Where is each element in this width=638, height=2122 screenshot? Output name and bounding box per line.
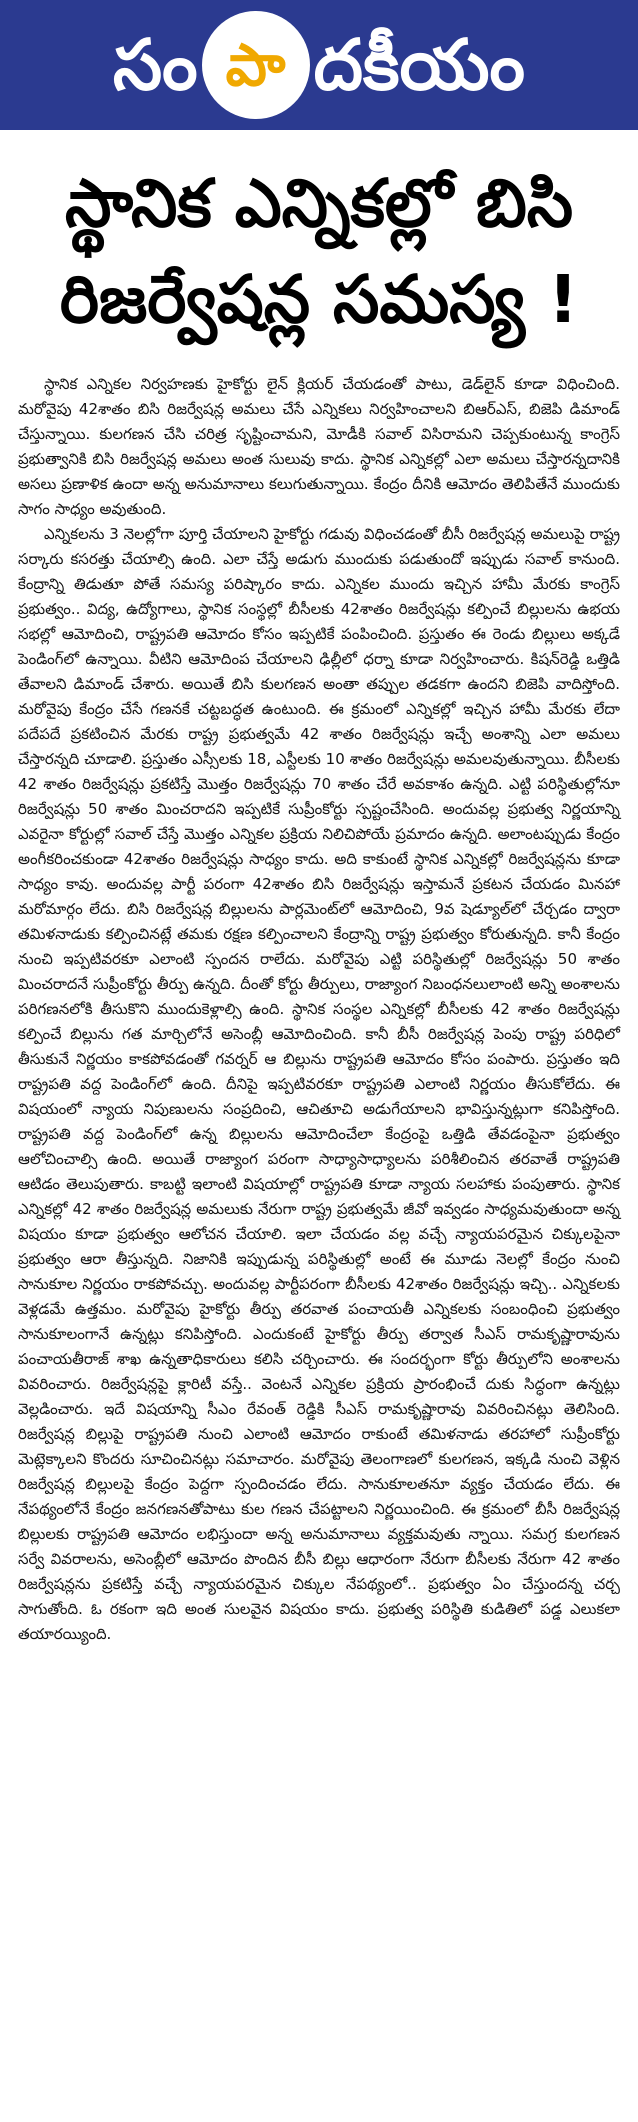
headline-line-1: స్థానిక ఎన్నికల్లో బిసి bbox=[64, 165, 574, 242]
headline bbox=[0, 156, 638, 348]
masthead-circle-text: పా bbox=[225, 31, 286, 99]
article-paragraph-1: స్థానిక ఎన్నికల నిర్వహణకు హైకోర్టు లైన్ క్లియర్ చేయడంతో పాటు, డెడ్‌లైన్ కూడా విధించింది. మరోవైపు 42శాతం బిసి రిజర్వేషన్ల అమలు చేసే ఎన్నికలు నిర్వహించాలని బిఆర్ఎస్, బిజెపి డిమాండ్ చేస్తున్నాయి. కులగణన చేసి చరిత్ర సృష్టించామని, మోడీకి సవాల్ విసిరామని చెప్పకుంటున్న కాంగ్రెస్ ప్రభుత్వానికి బిసి రిజర్వేషన్ల అమలు అంత సులువు కాదు. స్థానిక ఎన్నికల్లో ఎలా అమలు చేస్తారన్నదానికి అసలు ప్రణాళిక ఉందా అన్న అనుమానాలు కలుగుతున్నాయి. కేంద్రం దీనికి ఆమోదం తెలిపితేనే ముందుకు సాగం సాధ్యం అవుతుంది. bbox=[18, 375, 620, 518]
masthead-logo bbox=[0, 0, 638, 130]
headline-line-2: రిజర్వేషన్ల సమస్య ! bbox=[59, 261, 579, 338]
masthead-right-text: దకీయం bbox=[313, 24, 526, 106]
masthead-circle bbox=[202, 11, 310, 119]
masthead bbox=[0, 0, 638, 130]
article-body bbox=[18, 372, 620, 1647]
article-paragraph-2: ఎన్నికలను 3 నెలల్లోగా పూర్తి చేయాలని హైకోర్టు గడువు విధించడంతో బీసీ రిజర్వేషన్ల అమలుపై రాష్ట్ర సర్కారు కసరత్తు చేయాల్సి ఉంది. ఎలా చేస్తే అడుగు ముందుకు పడుతుందో ఇప్పుడు సవాల్ కానుంది. కేంద్రాన్ని తిడుతూ పోతే సమస్య పరిష్కారం కాదు. ఎన్నికల ముందు ఇచ్చిన హామీ మేరకు కాంగ్రెస్ ప్రభుత్వం.. విద్య, ఉద్యోగాలు, స్థానిక సంస్థల్లో బీసీలకు 42శాతం రిజర్వేషన్లు కల్పించే బిల్లులను ఉభయ సభల్లో ఆమోదించి, రాష్ట్రపతి ఆమోదం కోసం ఇప్పటికే పంపించింది. ప్రస్తుతం ఈ రెండు బిల్లులు అక్కడే పెండింగ్‌లో ఉన్నాయి. వీటిని ఆమోదింప చేయాలని ఢిల్లీలో ధర్నా కూడా నిర్వహించారు. కిషన్‌రెడ్డి ఒత్తిడి తేవాలని డిమాండ్ చేశారు. అయితే బిసి కులగణన అంతా తప్పుల తడకగా ఉందని బిజెపి వాదిస్తోంది. మరోవైపు కేంద్రం చేసే గణనకే చట్టబద్ధత ఉంటుంది. ఈ క్రమంలో ఎన్నికల్లో ఇచ్చిన హామీ మేరకు లేదా పదేపదే ప్రకటించిన మేరకు రాష్ట్ర ప్రభుత్వమే 42 శాతం రిజర్వేషన్లు ఇచ్చే అంశాన్ని ఎలా అమలు చేస్తారన్నది చూడాలి. ప్రస్తుతం ఎస్సీలకు 18, ఎస్టీలకు 10 శాతం రిజర్వేషన్లు అమలవుతున్నాయి. బీసీలకు 42 శాతం రిజర్వేషన్లు ప్రకటిస్తే మొత్తం రిజర్వేషన్లు 70 శాతం చేరే అవకాశం ఉన్నది. ఎట్టి పరిస్థితుల్లోనూ రిజర్వేషన్లు 50 శాతం మించరాదని ఇప్పటికే సుప్రీంకోర్టు స్పష్టంచేసింది. అందువల్ల ప్రభుత్వ నిర్ణయాన్ని ఎవరైనా కోర్టుల్లో సవాల్ చేస్తే మొత్తం ఎన్నికల ప్రక్రియ నిలిచిపోయే ప్రమాదం ఉన్నది. అలాంటప్పుడు కేంద్రం అంగీకరించకుండా 42శాతం రిజర్వేషన్లు సాధ్యం కాదు. అది కాకుంటే స్థానిక ఎన్నికల్లో రిజర్వేషన్లను కూడా సాధ్యం కావు. అందువల్ల పార్టీ పరంగా 42శాతం బిసి రిజర్వేషన్లు ఇస్తామనే ప్రకటన చేయడం మినహా మరోమార్గం లేదు. బిసి రిజర్వేషన్ల బిల్లులను పార్లమెంట్‌లో ఆమోదించి, 9వ షెడ్యూల్‌లో చేర్చడం ద్వారా తమిళనాడుకు కల్పించినట్లే తమకు రక్షణ కల్పించాలని కేంద్రాన్ని రాష్ట్ర ప్రభుత్వం కోరుతున్నది. కానీ కేంద్రం నుంచి ఇప్పటివరకూ ఎలాంటి స్పందన రాలేదు. మరోవైపు ఎట్టి పరిస్థితుల్లో రిజర్వేషన్లు 50 శాతం మించరాదనే సుప్రీంకోర్టు తీర్పు ఉన్నది. దీంతో కోర్టు తీర్పులు, రాజ్యాంగ నిబంధనలులాంటి అన్ని అంశాలను పరిగణనలోకి తీసుకొని ముందుకెళ్లాల్సి ఉంది. స్థానిక సంస్థల ఎన్నికల్లో బీసీలకు 42 శాతం రిజర్వేషన్లు కల్పించే బిల్లును గత మార్చిలోనే అసెంబ్లీ ఆమోదించింది. కానీ బీసీ రిజర్వేషన్ల పెంపు రాష్ట్ర పరిధిలో తీసుకునే నిర్ణయం కాకపోవడంతో గవర్నర్ ఆ బిల్లును రాష్ట్రపతి ఆమోదం కోసం పంపారు. ప్రస్తుతం ఇది రాష్ట్రపతి వద్ద పెండింగ్‌లో ఉంది. దీనిపై ఇప్పటివరకూ రాష్ట్రపతి ఎలాంటి నిర్ణయం తీసుకోలేదు. ఈ విషయంలో న్యాయ నిపుణులను సంప్రదించి, ఆచితూచి అడుగేయాలని భావిస్తున్నట్లుగా కనిపిస్తోంది. రాష్ట్రపతి వద్ద పెండింగ్‌లో ఉన్న బిల్లులను ఆమోదించేలా కేంద్రంపై ఒత్తిడి తేవడంపైనా ప్రభుత్వం ఆలోచించాల్సి ఉంది. అయితే రాజ్యాంగ పరంగా సాధ్యాసాధ్యాలను పరిశీలించిన తరవాతే రాష్ట్రపతి ఆటిడం తెలుపుతారు. కాబట్టి ఇలాంటి విషయాల్లో రాష్ట్రపతి కూడా న్యాయ సలహాకు పంపుతారు. స్థానిక ఎన్నికల్లో 42 శాతం రిజర్వేషన్ల అమలుకు నేరుగా రాష్ట్ర ప్రభుత్వమే జీవో ఇవ్వడం సాధ్యమవుతుందా అన్న విషయం కూడా ప్రభుత్వం ఆలోచన చేయాలి. ఇలా చేయడం వల్ల వచ్చే న్యాయపరమైన చిక్కులపైనా ప్రభుత్వం ఆరా తీస్తున్నది. నిజానికి ఇప్పుడున్న పరిస్థితుల్లో అంటే ఈ మూడు నెలల్లో కేంద్రం నుంచి సానుకూల నిర్ణయం రాకపోవచ్చు. అందువల్ల పార్టీపరంగా బీసీలకు 42శాతం రిజర్వేషన్లు ఇచ్చి.. ఎన్నికలకు వెళ్లడమే ఉత్తమం. మరోవైపు హైకోర్టు తీర్పు తరవాత పంచాయతీ ఎన్నికలకు సంబంధించి ప్రభుత్వం సానుకూలంగానే ఉన్నట్లు కనిపిస్తోంది. ఎందుకంటే హైకోర్టు తీర్పు తర్వాత సీఎస్ రామకృష్ణారావును పంచాయతీరాజ్ శాఖ ఉన్నతాధికారులు కలిసి చర్చించారు. ఈ సందర్భంగా కోర్టు తీర్పులోని అంశాలను వివరించారు. రిజర్వేషన్లపై క్లారిటీ వస్తే.. వెంటనే ఎన్నికల ప్రక్రియ ప్రారంభించే దుకు సిద్ధంగా ఉన్నట్లు వెల్లడించారు. ఇదే విషయాన్ని సీఎం రేవంత్ రెడ్డికి సీఎస్ రామకృష్ణారావు వివరించినట్లు తెలిసింది. రిజర్వేషన్ల బిల్లుపై రాష్ట్రపతి నుంచి ఎలాంటి ఆమోదం రాకుంటే తమిళనాడు తరహాలో సుప్రీంకోర్టు మెట్లెక్కాలని కొందరు సూచించినట్లు సమాచారం. మరోవైపు తెలంగాణలో కులగణన, ఇక్కడి నుంచి వెళ్లిన రిజర్వేషన్ల బిల్లులపై కేంద్రం పెద్దగా స్పందించడం లేదు. సానుకూలతనూ వ్యక్తం చేయడం లేదు. ఈ నేపథ్యంలోనే కేంద్రం జనగణనతోపాటు కుల గణన చేపట్టాలని నిర్ణయించింది. ఈ క్రమంలో బీసీ రిజర్వేషన్ల బిల్లులకు రాష్ట్రపతి ఆమోదం లభిస్తుందా అన్న అనుమానాలు వ్యక్తమవుతు న్నాయి. సమగ్ర కులగణన సర్వే వివరాలను, అసెంబ్లీలో ఆమోదం పొందిన బీసీ బిల్లు ఆధారంగా నేరుగా బీసీలకు నేరుగా 42 శాతం రిజర్వేషన్లను ప్రకటిస్తే వచ్చే న్యాయపరమైన చిక్కుల నేపథ్యంలో.. ప్రభుత్వం ఏం చేస్తుందన్న చర్చ సాగుతోంది. ఓ రకంగా ఇది అంత సులవైన విషయం కాదు. ప్రభుత్వ పరిస్థితి కుడితిలో పడ్డ ఎలుకలా తయారయ్యింది. bbox=[18, 525, 620, 1643]
masthead-left-text: సం bbox=[112, 24, 198, 106]
